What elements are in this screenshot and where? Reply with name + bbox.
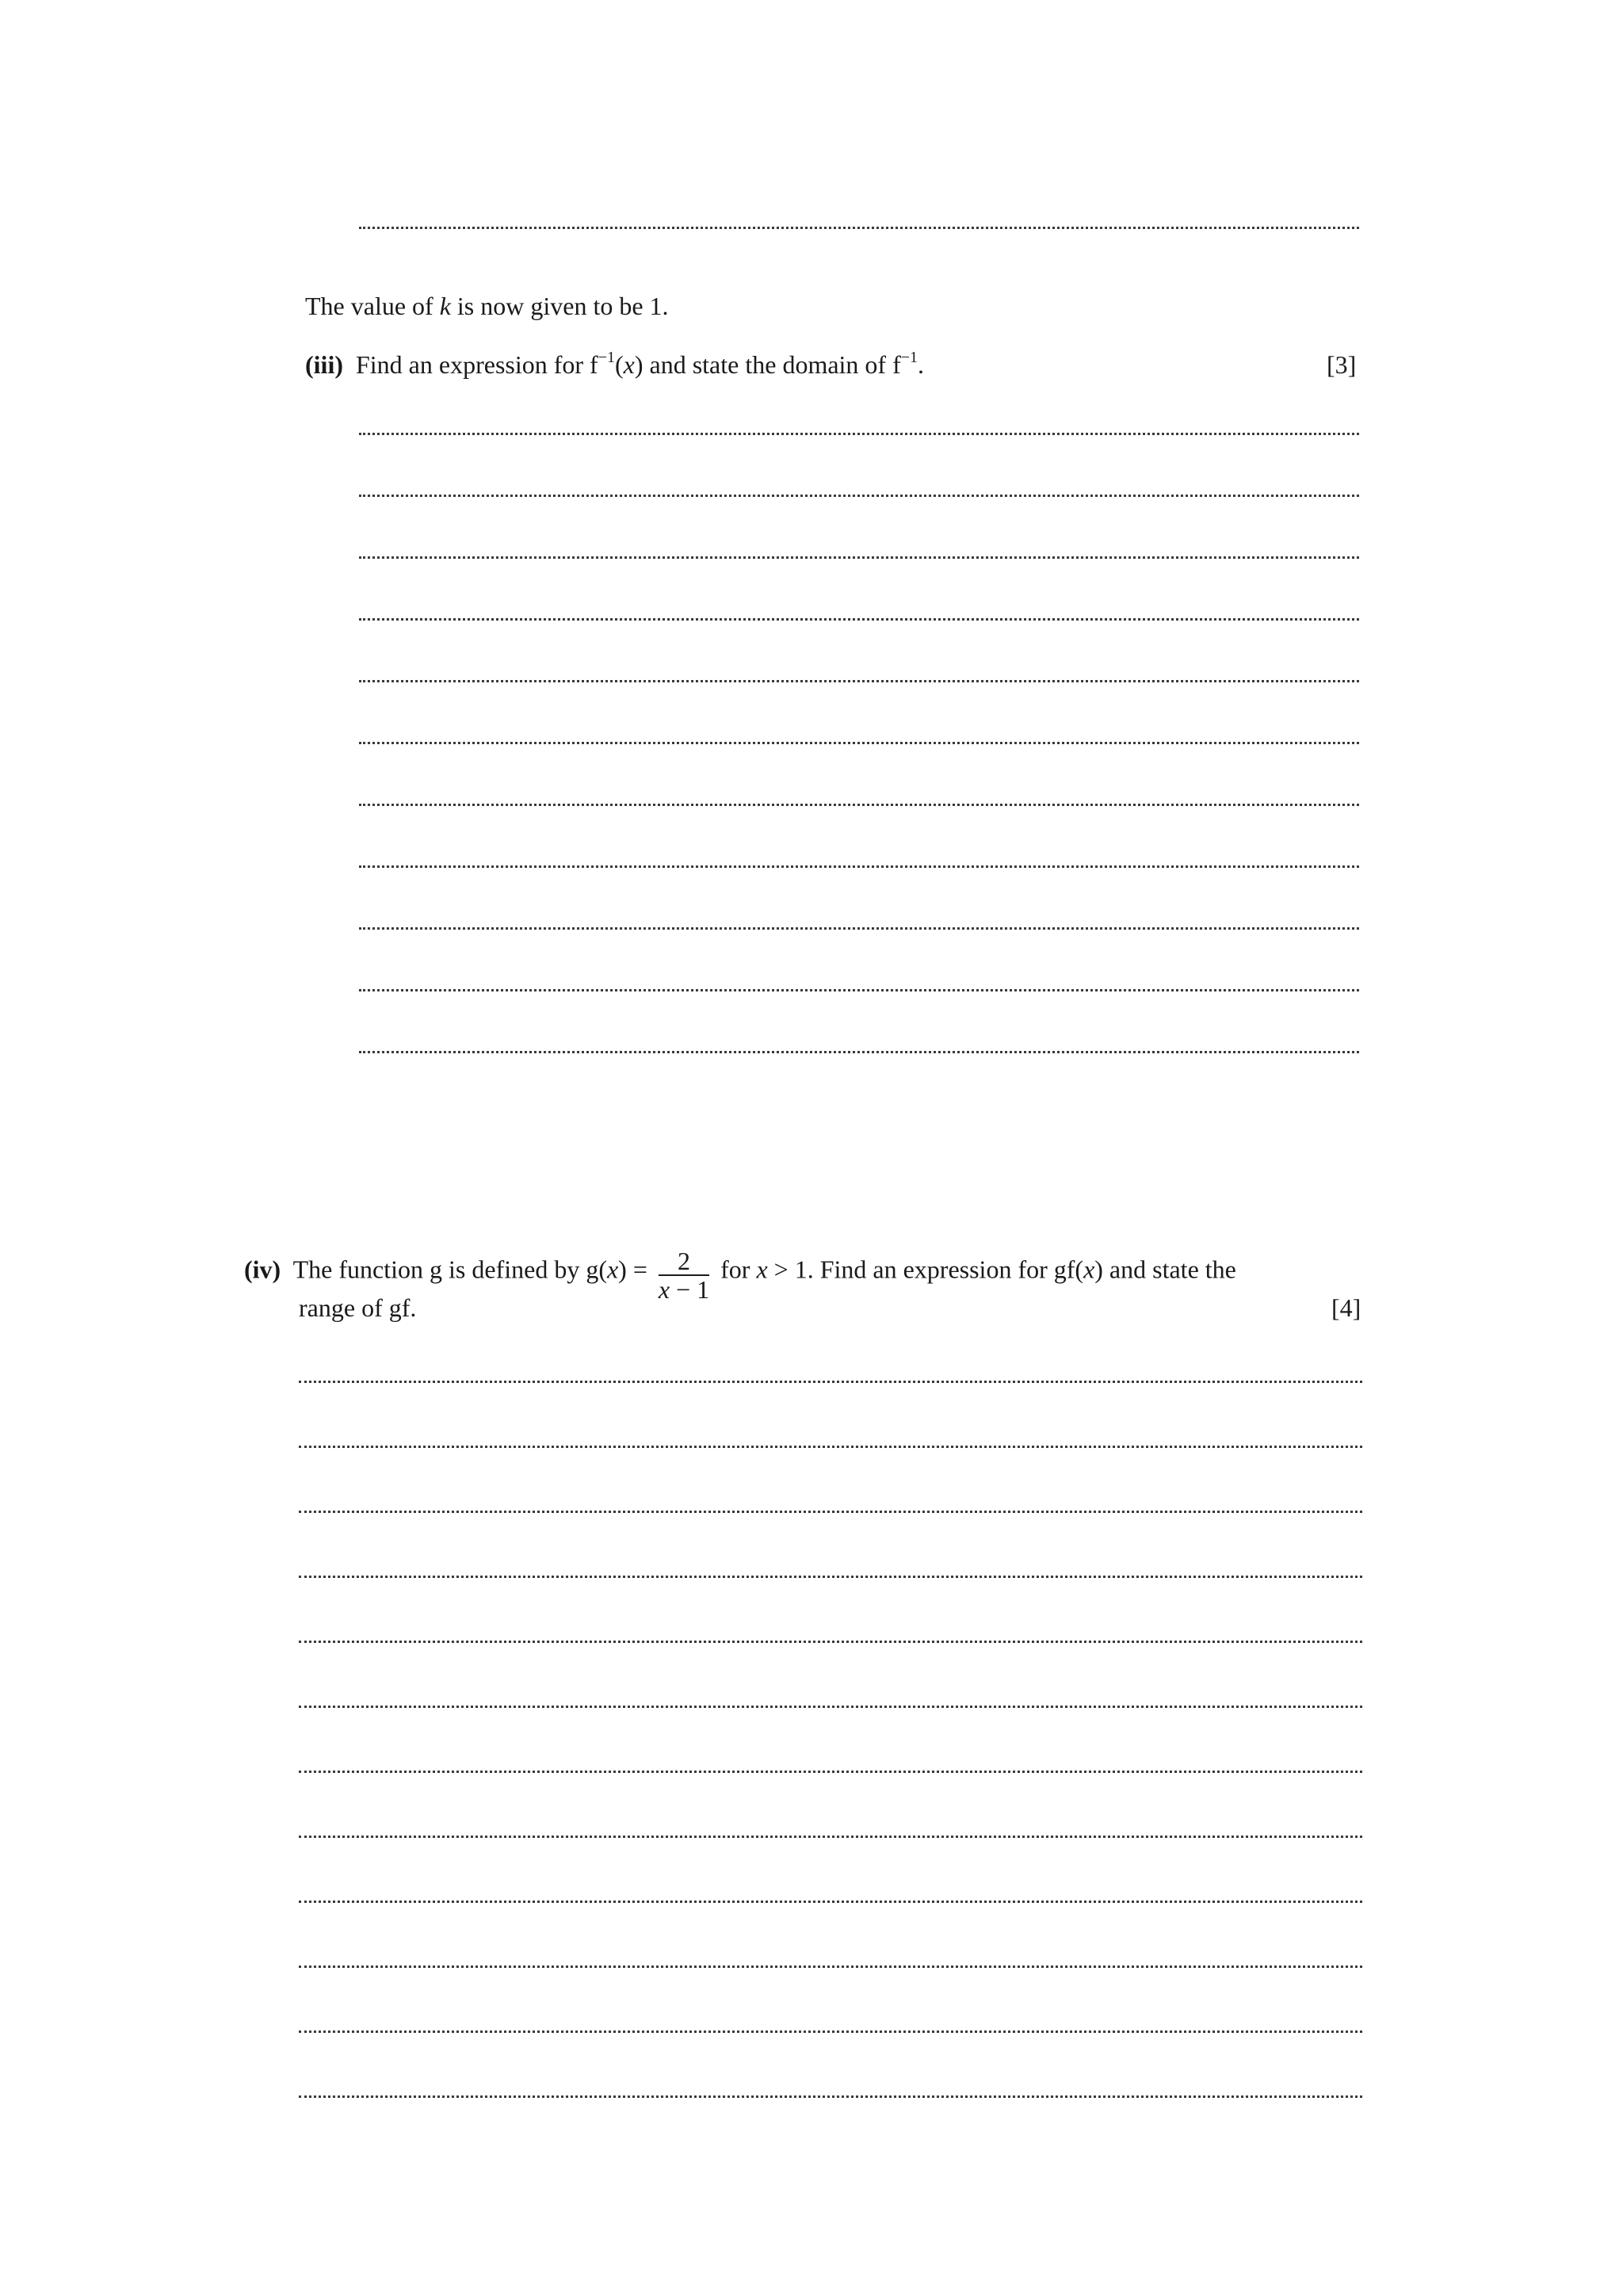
answer-line[interactable] (299, 1771, 1362, 1773)
question-iv-marks: [4] (1331, 1293, 1361, 1322)
question-iii-text-a: Find an expression for f (355, 350, 598, 379)
fraction-numerator: 2 (678, 1247, 690, 1275)
question-iv-var-x1: x (606, 1255, 619, 1284)
answer-line[interactable] (359, 680, 1359, 682)
intro-prefix: The value of (305, 292, 440, 320)
answer-line[interactable] (359, 989, 1359, 991)
question-iv-line2: range of gf. (299, 1293, 417, 1322)
intro-text (305, 290, 669, 322)
answer-line[interactable] (359, 433, 1359, 435)
question-iii-sup2: −1 (900, 349, 918, 366)
answer-line[interactable] (359, 556, 1359, 559)
answer-line[interactable] (359, 495, 1359, 497)
answer-line[interactable] (359, 618, 1359, 621)
question-iii-sup1: −1 (598, 349, 615, 366)
fraction-denominator-rest: − 1 (670, 1275, 710, 1304)
question-iii-label: (iii) (305, 350, 343, 379)
question-iv-label: (iv) (244, 1255, 281, 1284)
answer-line[interactable] (299, 2095, 1362, 2098)
answer-line[interactable] (359, 865, 1359, 868)
answer-line[interactable] (299, 1641, 1362, 1643)
question-iv-var-x3: x (1083, 1255, 1095, 1284)
question-iii-text-c: ) and state the domain of f (634, 350, 901, 379)
answer-line[interactable] (299, 2030, 1362, 2033)
question-iv-text-a: The function g is defined by g( (292, 1255, 607, 1284)
question-iii (305, 349, 924, 380)
answer-line[interactable] (359, 1051, 1359, 1053)
answer-line[interactable] (359, 227, 1359, 229)
answer-line[interactable] (299, 1901, 1362, 1903)
fraction-denominator (659, 1276, 709, 1303)
answer-line[interactable] (359, 804, 1359, 806)
answer-line[interactable] (299, 1511, 1362, 1513)
question-iv-var-x2: x (756, 1255, 768, 1284)
question-iii-text-b: ( (614, 350, 624, 379)
answer-line[interactable] (299, 1836, 1362, 1838)
question-iv-text-c: for (720, 1255, 757, 1284)
question-iv-text-e: ) and state the (1094, 1255, 1236, 1284)
answer-line[interactable] (299, 1446, 1362, 1448)
fraction (659, 1247, 709, 1303)
answer-line[interactable] (299, 1576, 1362, 1578)
question-iv-text-d: > 1. Find an expression for gf( (767, 1255, 1084, 1284)
answer-line[interactable] (299, 1966, 1362, 1968)
fraction-denominator-var: x (658, 1275, 670, 1304)
question-iv-text-b: ) = (618, 1255, 647, 1284)
intro-variable: k (439, 292, 451, 320)
answer-line[interactable] (299, 1706, 1362, 1708)
answer-line[interactable] (299, 1381, 1362, 1383)
answer-line[interactable] (359, 927, 1359, 930)
question-iii-marks: [3] (1327, 350, 1357, 379)
answer-line[interactable] (359, 742, 1359, 744)
question-iii-var-x: x (623, 350, 635, 379)
intro-suffix: is now given to be 1. (450, 292, 669, 320)
question-iii-text-d: . (918, 350, 925, 379)
